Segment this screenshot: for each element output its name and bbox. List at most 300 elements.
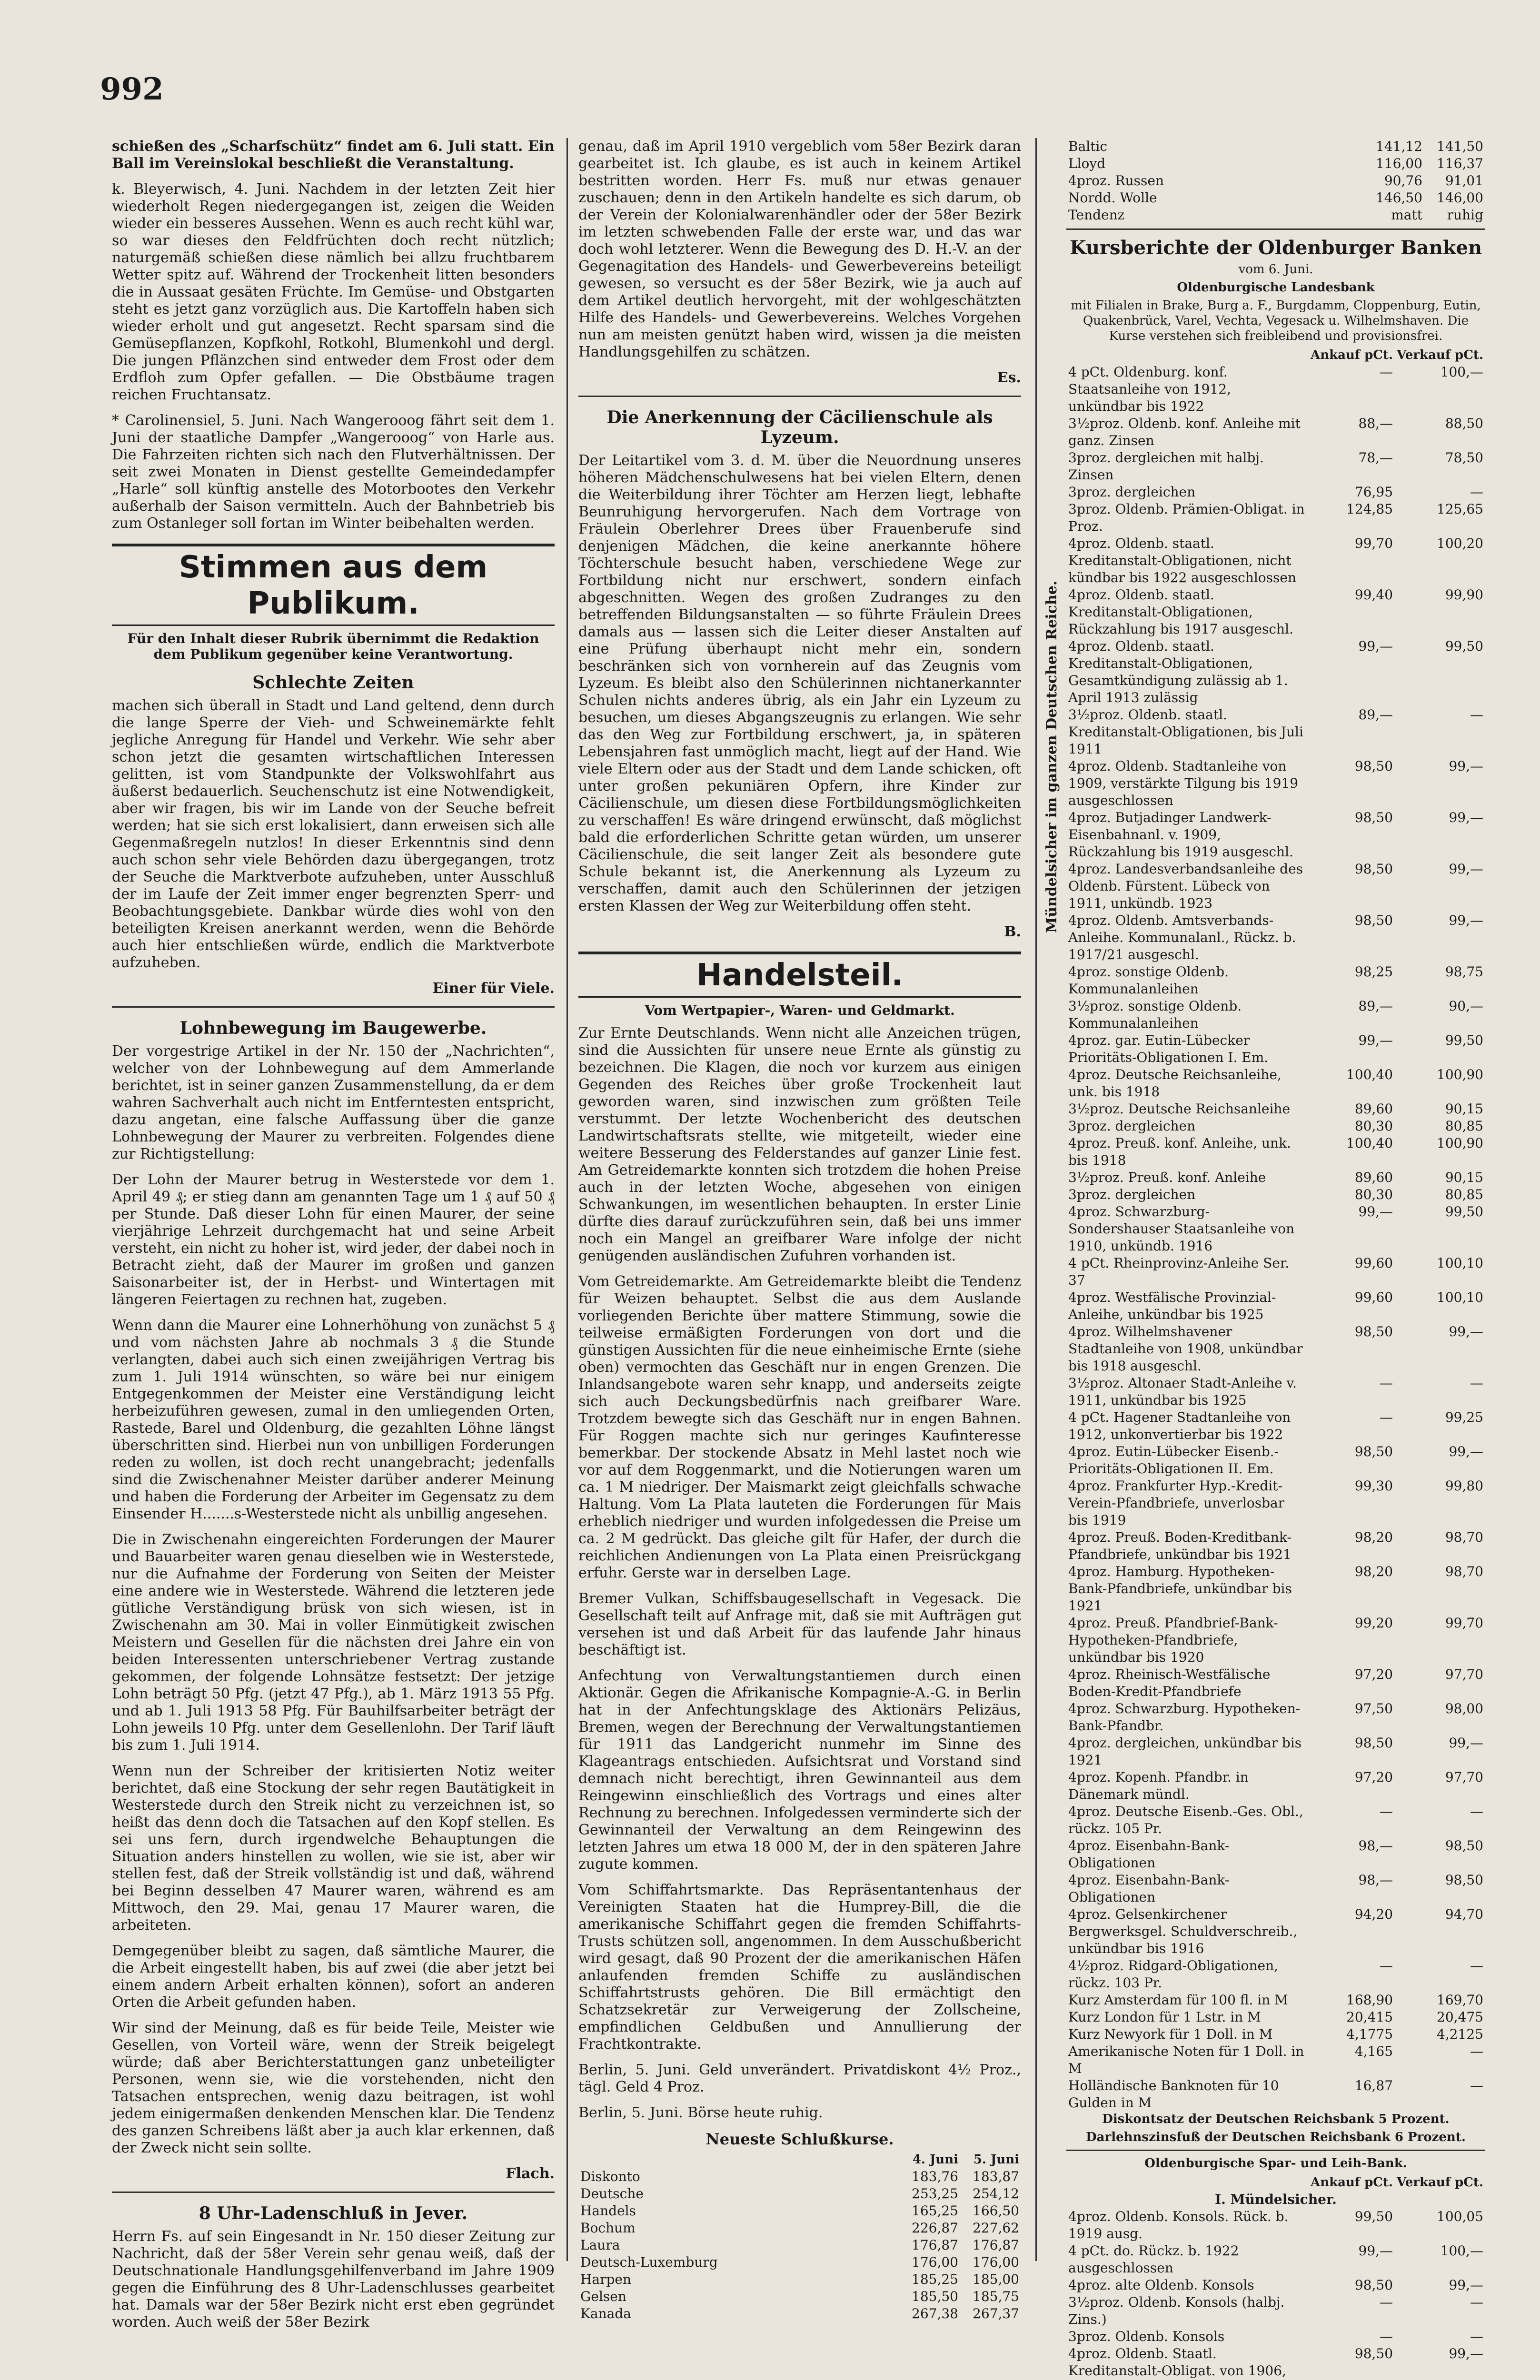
paragraph: Zur Ernte Deutschlands. Wenn nicht alle Anzeichen trügen, sind die Aussichten für unsere neue Ernte als günstig zu bezeichnen. Die Klagen, die noch vor kurzem aus einigen Gegenden des Reiches über große Trockenheit laut geworden waren, sind inzwischen zum größten Teile verstummt. Der letzte Wochenbericht des deutschen Landwirtschaftsrats stellte, wie mitgeteilt, wieder eine weitere Besserung des Felderstandes auf ganzer Linie fest. Am Getreidemarkte konnten sich trotzdem die hohen Preise auch in der letzten Woche, abgesehen von einigen Schwankungen, im wesentlichen behaupten. In erster Linie dürfte dies darauf zurückzuführen sein, daß bei uns immer noch ein Mangel an greifbarer Ware infolge der nicht genügenden ausländischen Zufuhren vorhanden ist. — [578, 1025, 1021, 1264]
table-cell: 125,65 — [1437, 501, 1483, 517]
paragraph: Herrn Fs. auf sein Eingesandt in Nr. 150 dieser Zeitung zur Nachricht, daß der 58er Verein sehr genau weiß, daß der Deutschnationale Handlungsgehilfenverband im Jahre 1909 gegen die Einführung des 8 Uhr-Ladenschlusses gearbeitet hat. Damals war der 58er Bezirk nicht erst eben gegründet worden. Auch weiß der 58er Bezirk — [112, 2228, 555, 2330]
table-cell: 99,30 — [1354, 1478, 1393, 1494]
table-cell: 99,— — [1358, 1032, 1393, 1048]
table-cell: 124,85 — [1346, 501, 1393, 517]
table-cell: Kanada — [580, 2306, 631, 2321]
paragraph: Anfechtung von Verwaltungstantiemen durch einen Aktionär. Gegen die Afrikanische Kompagnie-A.-G. in Berlin hat in der Anfechtungsklage des Aktionärs Pelizäus, Bremen, wegen der Berechnung der Verwaltungstantiemen für 1911 das Landgericht nunmehr im Sinne des Klageantrags entschieden. Aufsichtsrat und Vorstand sind demnach nicht berechtigt, ihren Gewinnanteil aus dem Reingewinn einschließlich des Vortrags und eines alter Rechnung zu berechnen. Infolgedessen verminderte sich der Gewinnanteil der Verwaltung an dem Reingewinn des letzten Jahres um etwa 18 000 M, der in den späteren Jahre zugute kommen. — [578, 1667, 1021, 1873]
table-header-cell: Verkauf pCt. — [1397, 2175, 1483, 2190]
table-cell: 76,95 — [1354, 484, 1393, 500]
table-cell: 4 pCt. Rheinprovinz-Anleihe Ser. 37 — [1068, 1255, 1290, 1288]
table-cell: 4,1775 — [1346, 2026, 1393, 2042]
paragraph: Berlin, 5. Juni. Börse heute ruhig. — [578, 2104, 823, 2121]
table-row — [1066, 1186, 1485, 1203]
table-header-cell — [1066, 2174, 1309, 2191]
table-row — [1066, 2077, 1485, 2112]
table-cell: 78,50 — [1445, 450, 1483, 466]
signature: B. — [1004, 923, 1021, 940]
paragraph: * Carolinensiel, 5. Juni. Nach Wangerooog fährt seit dem 1. Juni der staatliche Dampfer „Wangerooog“ von Harle aus. Die Fahrzeiten richten sich nach den Flutverhältnissen. Der seit zwei Monaten in Dienst gestellte Gemeindedampfer „Harle“ soll künftig anstelle des Motorbootes den Verkehr außerhalb der Saison vermitteln. Auch der Bahnbetrieb bis zum Ostanleger soll fortan im Winter beibehalten werden. — [112, 412, 555, 532]
section-banner-publikum: Stimmen aus dem Publikum. — [112, 544, 555, 626]
table-cell: 97,50 — [1354, 1701, 1393, 1716]
article-title: Schlechte Zeiten — [252, 673, 414, 693]
table-cell: 98,50 — [1445, 1838, 1483, 1854]
table-cell: 3proz. dergleichen — [1068, 1118, 1196, 1134]
signature: Es. — [997, 369, 1021, 386]
table-cell: 116,37 — [1437, 156, 1483, 171]
divider — [112, 2192, 555, 2193]
table-cell: Kurz Newyork für 1 Doll. in M — [1068, 2026, 1273, 2042]
table-cell: 4proz. Hamburg. Hypotheken-Bank-Pfandbriefe, unkündbar bis 1921 — [1068, 1564, 1292, 1614]
table-cell: 99,70 — [1445, 1615, 1483, 1631]
table-cell: Baltic — [1068, 139, 1108, 154]
table-row — [1066, 535, 1485, 586]
table-row — [1066, 501, 1485, 535]
table-body — [1066, 364, 1485, 2112]
column-2 — [578, 138, 1021, 2322]
table-cell: 3½proz. Oldenb. Konsols (halbj. Zins.) — [1068, 2294, 1285, 2327]
table-cell: 4proz. Eutin-Lübecker Eisenb.-Prioritäts-Obligationen II. Em. — [1068, 1444, 1279, 1477]
table-cell: matt — [1391, 207, 1422, 223]
paragraph: Vom Getreidemarkte. Am Getreidemarkte bleibt die Tendenz für Weizen behauptet. Selbst die aus dem Auslande vorliegenden Berichte über mattere Stimmung, sowie die teilweise ermäßigten Forderungen von dort und die günstigen Aussichten für die neue einheimische Ernte (siehe oben) vermochten das Geschäft nur in engen Grenzen. Die Inlandsangebote waren sehr knapp, und anderseits zeigte sich auch Deckungsbedürfnis nach greifbarer Ware. Trotzdem bewegte sich das Geschäft nur in engen Bahnen. Für Roggen machte sich nur geringes Kaufinteresse bemerkbar. Der stockende Absatz in Mehl lastet noch wie vor auf dem Roggenmarkt, und die Notierungen waren um ca. 1 M niedriger. Der Maismarkt zeigt gleichfalls schwache Haltung. Vom La Plata lauteten die Forderungen für Mais erheblich niedriger und wurden infolgedessen die Preise um ca. 2 M gedrückt. Das gleiche gilt für Hafer, der durch die reichlichen Andienungen von La Plata einen Preisrückgang erfuhr. Gerste war in derselben Lage. — [578, 1273, 1021, 1581]
table-row — [1066, 861, 1485, 912]
table-cell: 98,50 — [1354, 2346, 1393, 2361]
table-cell: 4proz. Landesverbandsanleihe des Oldenb. Fürstent. Lübeck von 1911, unkündb. 1923 — [1068, 861, 1303, 911]
table-row — [1066, 2208, 1485, 2242]
table-cell: ruhig — [1447, 207, 1483, 223]
page-number: 992 — [100, 71, 164, 107]
table-row — [1066, 2009, 1485, 2026]
table-row — [1066, 1615, 1485, 1666]
table-cell: 4proz. Preuß. Boden-Kreditbank-Pfandbriefe, unkündbar bis 1921 — [1068, 1529, 1292, 1562]
table-cell: 90,76 — [1384, 173, 1422, 188]
table-cell: — — [1470, 2294, 1483, 2310]
table-cell: 97,70 — [1445, 1666, 1483, 1682]
table-cell: 3½proz. Oldenb. konf. Anleihe mit ganz. Zinsen — [1068, 416, 1301, 448]
table-section-label: I. Mündelsicher. — [1215, 2192, 1337, 2207]
table-cell: 97,20 — [1354, 1666, 1393, 1682]
table-cell: — — [1470, 707, 1483, 723]
column-rule-1 — [566, 138, 568, 2261]
table-row — [1066, 2026, 1485, 2043]
table-row — [1066, 415, 1485, 449]
table-header-cell: Ankauf pCt. — [1311, 2175, 1393, 2190]
table-cell: 267,38 — [912, 2306, 958, 2321]
bank-title: Oldenburgische Landesbank — [1177, 280, 1375, 295]
paragraph: Der Lohn der Maurer betrug in Westerstede vor dem 1. April 49 ₰; er stieg dann am genannten Tage um 1 ₰ auf 50 ₰ per Stunde. Daß dieser Lohn für einen Maurer, der seine vierjährige Lehrzeit durchgemacht hat und seine Arbeit versteht, ein nicht zu hoher ist, wird jeder, der dabei noch in Betracht zieht, daß der Maurer im großen und ganzen Saisonarbeiter ist, der in Herbst- und Wintertagen mit längeren Feiertagen zu rechnen hat, zugeben. — [112, 1171, 555, 1308]
table-cell: 99,25 — [1445, 1409, 1483, 1425]
paragraph: Vom Schiffahrtsmarkte. Das Repräsentantenhaus der Vereinigten Staaten hat die Humprey-Bill, die die amerikanische Schiffahrt gegen die fremden Schiffahrts-Trusts schützen soll, angenommen. In dem Ausschußbericht wird gesagt, daß 90 Prozent der die amerikanischen Häfen anlaufenden fremden Schiffe zu ausländischen Schiffahrtstrusts gehören. Die Bill ermächtigt den Schatzsekretär zur Verweigerung der Zollscheine, empfindlichen Geldbußen und Annullierung der Frachtkontrakte. — [578, 1882, 1021, 2053]
table-row — [1066, 1135, 1485, 1169]
table-row — [1066, 1957, 1485, 1992]
table-cell: 183,76 — [912, 2169, 958, 2184]
table-cell: 4proz. Preuß. Pfandbrief-Bank-Hypotheken-Pfandbriefe, unkündbar bis 1920 — [1068, 1615, 1278, 1665]
table-header-cell: Ankauf pCt. — [1311, 348, 1393, 362]
table-cell: — — [1380, 2329, 1393, 2344]
table-cell: — — [1470, 2078, 1483, 2093]
table-row — [578, 2237, 1021, 2254]
table-cell: 98,50 — [1354, 861, 1393, 877]
table-cell: 4proz. Oldenb. Konsols. Rück. b. 1919 ausg. — [1068, 2209, 1289, 2241]
table-cell: Kurz Amsterdam für 100 fl. in M — [1068, 1992, 1288, 2008]
table-row — [1066, 1478, 1485, 1529]
table-header-cell: 5. Juni — [973, 2152, 1019, 2167]
table-row — [1066, 1872, 1485, 1906]
table-cell: 98,50 — [1354, 2277, 1393, 2293]
table-cell: 99,— — [1449, 912, 1483, 928]
table-cell: Bochum — [580, 2220, 636, 2236]
table-cell: 99,50 — [1354, 2209, 1393, 2224]
table-row — [1066, 1563, 1485, 1615]
table-header-row — [1066, 2174, 1485, 2191]
table-cell: 99,— — [1358, 638, 1393, 654]
table-row — [1066, 1906, 1485, 1957]
table-cell: 4proz. Rheinisch-Westfälische Boden-Kredit-Pfandbriefe — [1068, 1666, 1271, 1699]
table-cell: 99,50 — [1445, 638, 1483, 654]
table-cell: 253,25 — [912, 2186, 958, 2202]
article-title: Lohnbewegung im Baugewerbe. — [179, 1018, 487, 1038]
table-cell: 98,70 — [1445, 1529, 1483, 1545]
table-cell: Gelsen — [580, 2289, 626, 2304]
table-cell: 16,87 — [1354, 2078, 1393, 2093]
table-cell: 4proz. gar. Eutin-Lübecker Prioritäts-Obligationen I. Em. — [1068, 1032, 1269, 1065]
table-row — [1066, 449, 1485, 484]
table-row — [1066, 189, 1485, 207]
table-cell: Harpen — [580, 2271, 632, 2287]
table-row — [1066, 484, 1485, 501]
table-row — [1066, 1529, 1485, 1563]
table-cell: 141,12 — [1376, 139, 1422, 154]
paragraph: Der Leitartikel vom 3. d. M. über die Neuordnung unseres höheren Mädchenschulwesens hat bei vielen Eltern, denen die Weiterbildung ihrer Töchter am Herzen liegt, lebhafte Beunruhigung hervorgerufen. Nach dem Vortrage von Fräulein Oberlehrer Drees über Frauenberufe sind denjenigen Mädchen, die keine anerkannte höhere Töchterschule besucht haben, verschiedene Wege zur Fortbildung nicht nur erschwert, sondern einfach abgeschnitten. Wegen des großen Zudranges zu den betreffenden Bildungsanstalten — so führte Fräulein Drees damals aus — lassen sich die Leiter dieser Anstalten auf eine Prüfung überhaupt nicht mehr ein, sondern beschränken sich von vornherein auf das Zeugnis vom Lyzeum. Es bleibt also den Schülerinnen nichtanerkannter Schulen nichts anderes übrig, als ein Jahr ein Lyzeum zu besuchen, um dieses Abgangszeugnis zu erlangen. Wie sehr das den Weg zur Fortbildung erschwert, ja, in späteren Lebensjahren fast unmöglich macht, liegt auf der Hand. Wie viele Eltern oder aus der Stadt und dem Lande schicken, oft unter großen pekuniären Opfern, ihre Kinder zur Cäcilienschule, um diesen diese Fortbildungsmöglichkeiten zu verschaffen! Es wäre dringend erwünscht, daß möglichst bald die erforderlichen Schritte getan würden, um unserer Cäcilienschule, die seit langer Zeit als besondere gute Schule bekannt ist, die Anerkennung als Lyzeum zu verschaffen, damit auch den Schülerinnen der jetzigen ersten Klassen der Weg zur Weiterbildung offen steht. — [578, 452, 1021, 914]
table-cell: 4proz. Gelsenkirchener Bergwerksgel. Schuldverschreib., unkündbar bis 1916 — [1068, 1906, 1298, 1956]
table-cell: 99,— — [1358, 1204, 1393, 1220]
table-row — [1066, 758, 1485, 809]
table-title: Neueste Schlußkurse. — [705, 2130, 894, 2148]
table-cell: 99,50 — [1445, 1032, 1483, 1048]
table-cell: 98,— — [1358, 1838, 1393, 1854]
table-row — [578, 2288, 1021, 2305]
paragraph: schießen des „Scharfschütz“ findet am 6. Juli statt. Ein Ball im Vereinslokal beschließt die Veranstaltung. — [112, 138, 555, 172]
table-cell: 3proz. dergleichen mit halbj. Zinsen — [1068, 450, 1264, 483]
table-cell: 4proz. Oldenb. staatl. Kreditanstalt-Obligationen, Rückzahlung bis 1917 ausgeschl. — [1068, 587, 1293, 637]
table-cell: 98,25 — [1354, 964, 1393, 980]
table-cell: 88,50 — [1445, 416, 1483, 431]
table-cell: 4proz. Deutsche Reichsanleihe, unk. bis 1918 — [1068, 1067, 1282, 1100]
table-row — [1066, 1255, 1485, 1289]
table-cell: 165,25 — [912, 2203, 958, 2219]
table-cell: — — [1380, 1409, 1393, 1425]
table-cell: 98,50 — [1354, 1735, 1393, 1751]
table-cell: 176,87 — [973, 2237, 1019, 2253]
table-row — [1066, 1837, 1485, 1872]
bank2-table — [1066, 2174, 1485, 2380]
loan-rate: Darlehnszinsfuß der Deutschen Reichsbank 6 Prozent. — [1086, 2130, 1466, 2144]
table-cell: 176,87 — [912, 2237, 958, 2253]
table-cell: 98,50 — [1354, 1324, 1393, 1339]
table-row — [1066, 1735, 1485, 1769]
table-header-cell — [578, 2151, 899, 2168]
table-row — [578, 2202, 1021, 2220]
table-row — [1066, 207, 1485, 224]
table-cell: Tendenz — [1068, 207, 1125, 223]
table-row — [1066, 809, 1485, 861]
table-cell: 99,60 — [1354, 1255, 1393, 1271]
table-cell: 183,87 — [973, 2169, 1019, 2184]
table-cell: 99,— — [1449, 1444, 1483, 1459]
table-cell: 98,50 — [1354, 1444, 1393, 1459]
table-cell: — — [1380, 1804, 1393, 1819]
table-cell: — — [1470, 1804, 1483, 1819]
table-cell: 100,— — [1440, 2243, 1483, 2259]
table-cell: 90,15 — [1445, 1101, 1483, 1117]
table-cell: 4proz. Wilhelmshavener Stadtanleihe von 1908, unkündbar bis 1918 ausgeschl. — [1068, 1324, 1303, 1374]
table-cell: 4proz. Westfälische Provinzial-Anleihe, unkündbar bis 1925 — [1068, 1289, 1276, 1322]
table-cell: 78,— — [1358, 450, 1393, 466]
table-cell: 3proz. dergleichen — [1068, 1187, 1196, 1202]
paragraph: Berlin, 5. Juni. Geld unverändert. Privatdiskont 4½ Proz., tägl. Geld 4 Proz. — [578, 2062, 1021, 2095]
table-cell: 185,25 — [912, 2271, 958, 2287]
table-cell: 98,00 — [1445, 1701, 1483, 1716]
table-cell: 20,415 — [1346, 2009, 1393, 2025]
table-cell: 98,20 — [1354, 1564, 1393, 1579]
table-row — [1066, 2294, 1485, 2328]
table-row — [1066, 1992, 1485, 2009]
table-cell: 4,2125 — [1437, 2026, 1483, 2042]
table-cell: 99,— — [1449, 758, 1483, 774]
table-cell: 89,60 — [1354, 1101, 1393, 1117]
table-cell: — — [1470, 1958, 1483, 1973]
table-cell: 100,10 — [1437, 1255, 1483, 1271]
table-cell: 4proz. Eisenbahn-Bank-Obligationen — [1068, 1838, 1230, 1871]
table-cell: — — [1380, 364, 1393, 380]
table-body — [1066, 138, 1485, 224]
table-cell: 3½proz. Oldenb. staatl. Kreditanstalt-Obligationen, bis Juli 1911 — [1068, 707, 1303, 757]
table-header-cell — [1066, 347, 1309, 364]
paragraph: Die in Zwischenahn eingereichten Forderungen der Maurer und Bauarbeiter waren genau dieselben wie in Westerstede, nur die Aufnahme der Forderung von Seiten der Meister eine andere wie in Westerstede. Während die letzteren jede gütliche Verständigung brüsk von sich wiesen, ist in Zwischenahn am 30. Mai in voller Einmütigkeit zwischen Meistern und Gesellen für die nächsten drei Jahre ein von beiden Interessenten unterschriebener Vertrag zustande gekommen, der folgende Lohnsätze festsetzt: Der jetzige Lohn beträgt 50 Pfg. (jetzt 47 Pfg.), ab 1. März 1913 55 Pfg. und ab 1. Juli 1913 58 Pfg. Für Bauhilfsarbeiter beträgt der Lohn jeweils 10 Pfg. unter dem Gesellenlohn. Der Tarif läuft bis zum 1. Juli 1914. — [112, 1531, 555, 1754]
table-row — [1066, 172, 1485, 189]
table-cell: Handels — [580, 2203, 636, 2219]
table-cell: 4proz. Oldenb. Amtsverbands-Anleihe. Kommunalanl., Rückz. b. 1917/21 ausgeschl. — [1068, 912, 1296, 962]
table-row — [1066, 2345, 1485, 2380]
table-cell: 141,50 — [1437, 139, 1483, 154]
table-cell: 98,75 — [1445, 964, 1483, 980]
table-row — [1066, 1289, 1485, 1323]
table-cell: 99,— — [1449, 1324, 1483, 1339]
paragraph: Wir sind der Meinung, daß es für beide Teile, Meister wie Gesellen, von Vorteil wäre, wenn der Streik beigelegt würde; daß aber Berichterstattungen ganz unbeteiligter Personen, wenn sie, wie die vorstehenden, nicht den Tatsachen entsprechen, wenig dazu beitragen, ist wohl jedem einigermaßen denkenden Menschen klar. Die Tendenz des ganzen Schreibens läßt aber ja auch klar erkennen, daß der Zweck nicht sein sollte. — [112, 2020, 555, 2156]
table-cell: 91,01 — [1445, 173, 1483, 188]
table-cell: 4proz. alte Oldenb. Konsols — [1068, 2277, 1254, 2293]
table-cell: 4proz. Oldenb. Stadtanleihe von 1909, verstärkte Tilgung bis 1919 ausgeschlossen — [1068, 758, 1299, 808]
section-date: vom 6. Juni. — [1238, 262, 1313, 277]
table-cell: 227,62 — [973, 2220, 1019, 2236]
table-cell: 4 pCt. do. Rückz. b. 1922 ausgeschlossen — [1068, 2243, 1239, 2276]
table-cell: 4½proz. Ridgard-Obligationen, rückz. 103 Pr. — [1068, 1958, 1279, 1991]
table-cell: 4 pCt. Oldenburg. konf. Staatsanleihe von 1912, unkündbar bis 1922 — [1068, 364, 1231, 414]
table-cell: 100,— — [1440, 364, 1483, 380]
section-title: Kursberichte der Oldenburger Banken — [1069, 237, 1482, 259]
paragraph: k. Bleyerwisch, 4. Juni. Nachdem in der letzten Zeit hier wiederholt Regen niedergegangen ist, zeigen die Weiden wieder ein besseres Aussehen. Wenn es auch recht kühl war, so war dieses den Feldfrüchten doch recht nützlich; naturgemäß schießen diese nämlich bei allzu fruchtbarem Wetter spitz auf. Während der Trockenheit litten besonders die in Aussaat gesäten Früchte. Im Gemüse- und Obstgarten steht es jetzt ganz vorzüglich aus. Die Kartoffeln haben sich wieder erholt und gut angesetzt. Recht sparsam sind die Gemüsepflanzen, Kopfkohl, Rotkohl, Blumenkohl und dergl. Die jungen Pflänzchen sind entweder dem Frost oder dem Erdfloh zum Opfer gefallen. — Die Obstbäume tragen reichen Fruchtansatz. — [112, 181, 555, 403]
table-cell: 100,05 — [1437, 2209, 1483, 2224]
bank-subtitle: mit Filialen in Brake, Burg a. F., Burgdamm, Cloppenburg, Eutin, Quakenbrück, Varel, Vechta, Vegesack u. Wilhelmshaven. Die Kurse verstehen sich freibleibend und provisionsfrei. — [1071, 298, 1481, 343]
table-cell: 99,— — [1449, 2277, 1483, 2293]
section-banner-handelsteil: Handelsteil. — [578, 952, 1021, 998]
table-row — [1066, 364, 1485, 415]
table-cell: 3½proz. sonstige Oldenb. Kommunalanleihen — [1068, 998, 1242, 1031]
table-cell: 3½proz. Preuß. konf. Anleihe — [1068, 1170, 1266, 1185]
paragraph: Demgegenüber bleibt zu sagen, daß sämtliche Maurer, die die Arbeit eingestellt haben, bis auf zwei (die aber jetzt bei einem andern Arbeit erhalten können), sofort an anderen Orten die Arbeit gefunden haben. — [112, 1943, 555, 2011]
table-header-row — [578, 2151, 1021, 2168]
table-cell: 99,90 — [1445, 587, 1483, 603]
table-cell: 3proz. Oldenb. Konsols — [1068, 2329, 1225, 2344]
table-cell: 166,50 — [973, 2203, 1019, 2219]
table-cell: Nordd. Wolle — [1068, 190, 1157, 206]
bank-title: Oldenburgische Spar- und Leih-Bank. — [1144, 2156, 1407, 2171]
divider — [112, 1006, 555, 1008]
table-cell: 98,50 — [1354, 912, 1393, 928]
table-cell: 98,50 — [1354, 758, 1393, 774]
table-cell: 98,20 — [1354, 1529, 1393, 1545]
table-cell: 99,— — [1449, 2346, 1483, 2361]
table-cell: 146,00 — [1437, 190, 1483, 206]
table-cell: — — [1380, 1958, 1393, 1973]
table-cell: 4proz. Oldenb. Staatl. Kreditanstalt-Obligat. von 1906, — [1068, 2346, 1286, 2379]
table-section-row — [1066, 2191, 1485, 2208]
paragraph: Wenn nun der Schreiber der kritisierten Notiz weiter berichtet, daß eine Stockung der sehr regen Bautätigkeit in Westerstede durch den Streik nicht zu verzeichnen ist, so heißt das denn doch die Tatsachen auf den Kopf stellen. Es sei uns fern, durch irgendwelche Behauptungen die Situation anders hinstellen zu wollen, wie sie ist, aber wir stellen fest, daß der Streik vollständig ist und daß, während bei Beginn desselben 47 Maurer waren, während es am Mittwoch, den 29. Mai, genau 17 Maurer waren, die arbeiteten. — [112, 1763, 555, 1934]
paragraph: Bremer Vulkan, Schiffsbaugesellschaft in Vegesack. Die Gesellschaft teilt auf Anfrage mit, daß sie mit Aufträgen gut versehen ist und daß Arbeit für das laufende Jahr hinaus beschäftigt ist. — [578, 1590, 1021, 1658]
table-cell: 99,— — [1449, 1735, 1483, 1751]
table-cell: — — [1470, 2329, 1483, 2344]
table-row — [1066, 1375, 1485, 1409]
table-cell: 100,20 — [1437, 536, 1483, 551]
table-row — [1066, 1700, 1485, 1735]
table-cell: Amerikanische Noten für 1 Doll. in M — [1068, 2043, 1304, 2076]
table-cell: 89,— — [1358, 707, 1393, 723]
table-row — [578, 2271, 1021, 2288]
table-row — [1066, 1803, 1485, 1837]
table-cell: 4 pCt. Hagener Stadtanleihe von 1912, unkonvertierbar bis 1922 — [1068, 1409, 1291, 1442]
table-cell: 99,50 — [1445, 1204, 1483, 1220]
table-cell: 98,70 — [1445, 1564, 1483, 1579]
table-cell: 4proz. Oldenb. staatl. Kreditanstalt-Obligationen, Gesamtkündigung zulässig ab 1. April 1913 zulässig — [1068, 638, 1288, 705]
table-row — [1066, 2328, 1485, 2345]
table-cell: 99,60 — [1354, 1289, 1393, 1305]
table-cell: 4,165 — [1354, 2043, 1393, 2059]
table-row — [1066, 586, 1485, 638]
table-row — [1066, 1101, 1485, 1118]
table-row — [578, 2254, 1021, 2271]
table-cell: 94,70 — [1445, 1906, 1483, 1922]
table-cell: 4proz. Schwarzburg-Sondershauser Staatsanleihe von 1910, unkündb. 1916 — [1068, 1204, 1295, 1254]
table-header-row — [1066, 347, 1485, 364]
table-row — [578, 2220, 1021, 2237]
table-cell: 99,20 — [1354, 1615, 1393, 1631]
table-cell: 100,40 — [1346, 1067, 1393, 1082]
table-cell: Lloyd — [1068, 156, 1106, 171]
table-row — [1066, 1666, 1485, 1700]
table-row — [578, 2305, 1021, 2322]
divider — [1066, 228, 1485, 230]
table-row — [1066, 2242, 1485, 2277]
table-cell: 99,40 — [1354, 587, 1393, 603]
table-row — [1066, 155, 1485, 172]
table-row — [578, 2168, 1021, 2185]
paragraph: genau, daß im April 1910 vergeblich vom 58er Bezirk daran gearbeitet ist. Ich glaube, es ist auch in keinem Artikel bestritten worden. Herr Fs. muß nur etwas genauer zuschauen; denn in den Artikeln handelte es sich darum, ob der Verein der Kolonialwarenhändler oder der 58er Bezirk im letzten schwebenden Falle der erste war, und das war doch wohl letzterer. Wenn die Bewegung des D. H.-V. an der Gegenagitation des Handels- und Gewerbevereins beteiligt gewesen, so versucht es der 58er Bezirk, wie ja auch auf dem Artikel deutlich hervorgeht, mit der wohlgeschätzten Hilfe des Handels- und Gewerbevereins. Welches Vorgehen nun am meisten genützt haben wird, wissen ja die meisten Handlungsgehilfen zu schätzen. — [578, 138, 1021, 360]
table-row — [1066, 1769, 1485, 1803]
table-cell: 3½proz. Altonaer Stadt-Anleihe v. 1911, unkündbar bis 1925 — [1068, 1375, 1297, 1408]
table-cell: 80,85 — [1445, 1118, 1483, 1134]
table-row — [1066, 912, 1485, 963]
signature: Einer für Viele. — [432, 980, 555, 997]
table-cell: — — [1470, 2043, 1483, 2059]
table-cell: 176,00 — [973, 2254, 1019, 2270]
table-cell: 88,— — [1358, 416, 1393, 431]
table-cell: — — [1380, 2294, 1393, 2310]
table-cell: 97,70 — [1445, 1769, 1483, 1785]
table-cell: Deutsche — [580, 2186, 644, 2202]
closing-prices-table — [578, 2151, 1021, 2322]
paragraph: Wenn dann die Maurer eine Lohnerhöhung von zunächst 5 ₰ und vom nächsten Jahre ab nochmals 3 ₰ die Stunde verlangten, dabei auch sich einen zweijährigen Vertrag bis zum 1. Juli 1914 wünschten, so wäre bei nur einigem Entgegenkommen der Meister eine Verständigung leicht herbeizuführen gewesen, zumal in den umliegenden Orten, Rastede, Barel und Oldenburg, die gezahlten Löhne längst überschritten sind. Hierbei nun von unbilligen Forderungen reden zu wollen, ist doch recht unangebracht; jedenfalls sind die Zwischenahner Meister darüber anderer Meinung und haben die Forderung der Arbeiter im Gegensatz zu dem Einsender H.......s-Westerstede nicht als unbillig angesehen. — [112, 1317, 555, 1522]
table-cell: 254,12 — [973, 2186, 1019, 2202]
table-cell: 116,00 — [1376, 156, 1422, 171]
table-row — [1066, 1203, 1485, 1255]
table-cell: Laura — [580, 2237, 620, 2253]
table-cell: 169,70 — [1437, 1992, 1483, 2008]
table-row — [1066, 638, 1485, 706]
table-cell: Deutsch-Luxemburg — [580, 2254, 718, 2270]
table-cell: 267,37 — [973, 2306, 1019, 2321]
table-cell: 20,475 — [1437, 2009, 1483, 2025]
column-1 — [112, 138, 555, 2340]
disclaimer: Für den Inhalt dieser Rubrik übernimmt die Redaktion dem Publikum gegenüber keine Verantwortung. — [127, 631, 539, 662]
table-cell: 146,50 — [1376, 190, 1422, 206]
table-row — [1066, 998, 1485, 1032]
column-3 — [1066, 138, 1485, 2380]
table-cell: 4proz. Preuß. konf. Anleihe, unk. bis 1918 — [1068, 1135, 1291, 1168]
table-cell: 90,15 — [1445, 1170, 1483, 1185]
article-title: Die Anerkennung der Cäcilienschule als Lyzeum. — [606, 407, 993, 447]
table-row — [1066, 963, 1485, 998]
table-cell: 90,— — [1449, 998, 1483, 1014]
table-cell: 185,00 — [973, 2271, 1019, 2287]
table-row — [1066, 1409, 1485, 1443]
table-header-cell: Verkauf pCt. — [1397, 348, 1483, 362]
table-header-cell: 4. Juni — [912, 2152, 958, 2167]
table-cell: 4proz. Frankfurter Hyp.-Kredit-Verein-Pfandbriefe, unverlosbar bis 1919 — [1068, 1478, 1285, 1528]
discount-rate: Diskontsatz der Deutschen Reichsbank 5 Prozent. — [1102, 2112, 1450, 2126]
table-row — [578, 2185, 1021, 2202]
divider — [1066, 2150, 1485, 2151]
side-note: Mündelsicher im ganzen Deutschen Reiche. — [1043, 580, 1060, 933]
table-cell: 89,60 — [1354, 1170, 1393, 1185]
table-row — [1066, 1323, 1485, 1375]
table-cell: 185,50 — [912, 2289, 958, 2304]
article-title: 8 Uhr-Ladenschluß in Jever. — [199, 2203, 468, 2223]
banner-subtitle: Vom Wertpapier-, Waren- und Geldmarkt. — [645, 1002, 955, 1018]
table-cell: 80,30 — [1354, 1187, 1393, 1202]
table-cell: Holländische Banknoten für 10 Gulden in M — [1068, 2078, 1279, 2111]
table-row — [1066, 138, 1485, 155]
table-cell: — — [1470, 1375, 1483, 1391]
table-cell: 98,50 — [1354, 810, 1393, 825]
table-cell: 3½proz. Deutsche Reichsanleihe — [1068, 1101, 1291, 1117]
table-cell: 99,— — [1449, 861, 1483, 877]
table-cell: 98,50 — [1445, 1872, 1483, 1888]
table-row — [1066, 1169, 1485, 1186]
table-row — [1066, 2277, 1485, 2294]
table-cell: 98,— — [1358, 1872, 1393, 1888]
column-rule-2 — [1035, 138, 1037, 2261]
table-row — [1066, 1066, 1485, 1101]
table-row — [1066, 1443, 1485, 1478]
table-cell: 3proz. dergleichen — [1068, 484, 1196, 500]
